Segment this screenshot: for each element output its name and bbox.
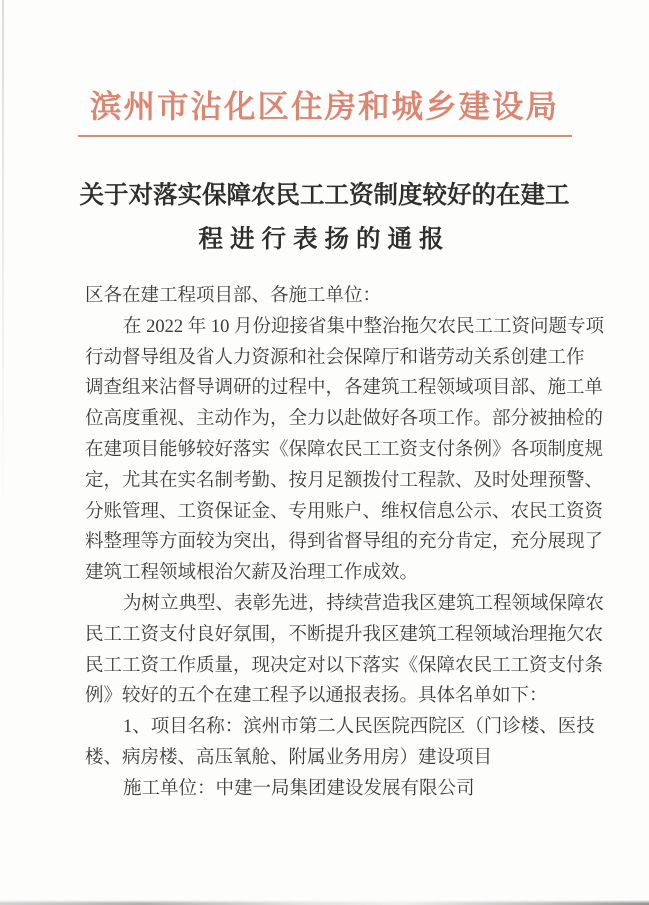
body-line: 为树立典型、表彰先进，持续营造我区建筑工程领域保障农 (123, 593, 605, 614)
body-line: 分账管理、工资保证金、专用账户、维权信息公示、农民工资资 (85, 501, 604, 522)
document-body (85, 281, 605, 805)
scan-bottom-edge-artifact (0, 900, 649, 905)
body-line: 料整理等方面较为突出，得到省督导组的充分肯定，充分展现了 (85, 532, 604, 553)
body-line: 在建项目能够较好落实《保障农民工工资支付条例》各项制度规 (85, 439, 604, 460)
letterhead-org-name: 滨州市沾化区住房和城乡建设局 (89, 89, 559, 124)
document-title-line-1: 关于对落实保障农民工工资制度较好的在建工 (79, 182, 570, 209)
constructor-line: 施工单位：中建一局集团建设发展有限公司 (123, 778, 475, 799)
project-name-line: 1、项目名称：滨州市第二人民医院西院区（门诊楼、医技 (123, 717, 595, 738)
body-line: 建筑工程领域根治欠薪及治理工作成效。 (85, 563, 419, 584)
scan-left-edge-artifact (2, 0, 4, 520)
body-line: 在 2022 年 10 月份迎接省集中整治拖欠农民工工资问题专项 (123, 316, 605, 337)
body-line: 民工工资工作质量，现决定对以下落实《保障农民工工资支付条 (85, 655, 604, 676)
body-line: 调查组来沾督导调研的过程中，各建筑工程领域项目部、施工单 (85, 378, 604, 399)
project-name-line: 楼、病房楼、高压氧舱、附属业务用房）建设项目 (85, 747, 493, 768)
body-line: 例》较好的五个在建工程予以通报表扬。具体名单如下： (85, 686, 548, 707)
body-line: 民工工资支付良好氛围，不断提升我区建筑工程领域治理拖欠农 (85, 624, 604, 645)
document-title (30, 174, 619, 262)
letterhead-divider-rule (78, 135, 572, 137)
salutation: 区各在建工程项目部、各施工单位： (85, 286, 382, 306)
body-line: 定，尤其在实名制考勤、按月足额拨付工程款、及时处理预警、 (85, 470, 604, 491)
document-title-line-2: 程进行表扬的通报 (198, 226, 451, 253)
body-line: 行动督导组及省人力资源和社会保障厅和谐劳动关系创建工作 (85, 347, 585, 368)
body-line: 位高度重视、主动作为，全力以赴做好各项工作。部分被抽检的 (85, 409, 604, 430)
